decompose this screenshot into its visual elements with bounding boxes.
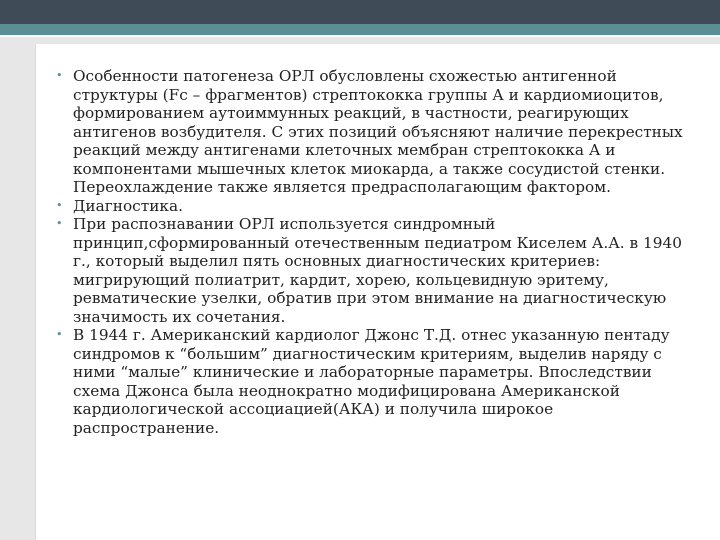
top-accent-bar xyxy=(0,24,720,35)
bullet-text: При распознавании ОРЛ используется синдромный принцип,сформированный отечественным педиатром Киселем А.А. в 1940 г., который выделил пять основных диагностических критериев: мигрирующий полиатрит, кардит, хорею, кольцевидную эритему, ревматические узелки, обратив при этом внимание на диагностическую значимость их сочетания. xyxy=(73,215,682,326)
bullet-item xyxy=(56,215,696,326)
bullet-dot-icon: • xyxy=(56,198,63,212)
bullet-item xyxy=(56,67,696,197)
bullet-text: Особенности патогенеза ОРЛ обусловлены схожестью антигенной структуры (Fc – фрагментов) стрептококка группы А и кардиомиоцитов, формированием аутоиммунных реакций, в частности, реагирующих антигенов возбудителя. С этих позиций объясняют наличие перекрестных реакций между антигенами клеточных мембран стрептококка А и компонентами мышечных клеток миокарда, а также сосудистой стенки. Переохлаждение также является предрасполагающим фактором. xyxy=(73,67,683,196)
bullet-text: Диагностика. xyxy=(73,196,183,215)
bullet-dot-icon: • xyxy=(56,217,63,230)
top-header-bar xyxy=(0,0,720,24)
bullet-item xyxy=(56,197,696,216)
bullet-list xyxy=(56,67,696,437)
bullet-text: В 1944 г. Американский кардиолог Джонс Т.Д. отнес указанную пентаду синдромов к “большим” диагностическим критериям, выделив наряду с ними “малые” клинические и лабораторные параметры. Впоследствии схема Джонса была неоднократно модифицирована Американской кардиологической ассоциацией(АКА) и получила широкое распространение. xyxy=(73,326,670,437)
bullet-dot-icon: • xyxy=(56,69,63,82)
top-separator-line xyxy=(0,35,720,37)
bullet-dot-icon: • xyxy=(56,328,63,341)
bullet-item xyxy=(56,326,696,437)
